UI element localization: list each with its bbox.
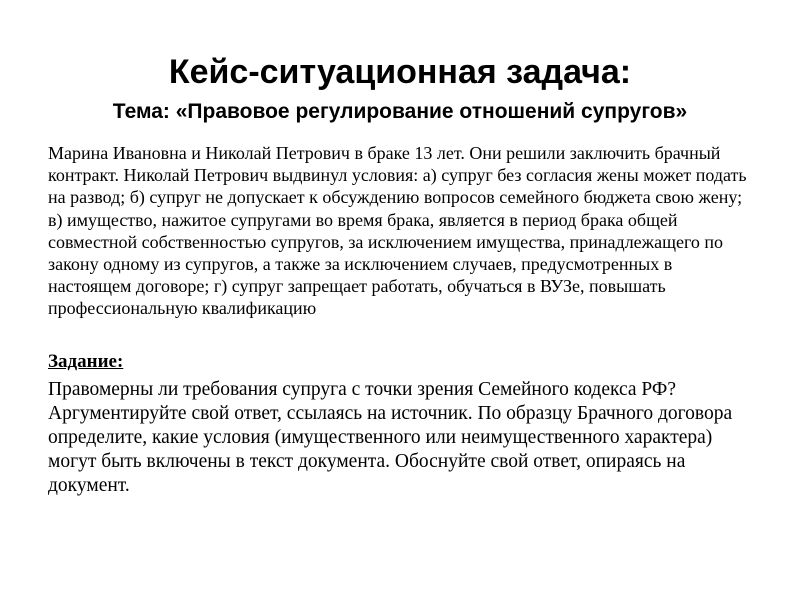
- task-heading: Задание:: [48, 351, 124, 372]
- case-description: Марина Ивановна и Николай Петрович в браке 13 лет. Они решили заключить брачный контракт. Николай Петрович выдвинул условия: а) супруг без согласия жены может подать на развод; б) супруг не допускает к обсуждению вопросов семейного бюджета свою жену; в) имущество, нажитое супругами во время брака, является в период брака общей совместной собственностью супругов, за исключением имущества, принадлежащего по закону одному из супругов, а также за исключением случаев, предусмотренных в настоящем договоре; г) супруг запрещает работать, обучаться в ВУЗе, повышать профессиональную квалификацию: [48, 143, 747, 319]
- task-text: Правомерны ли требования супруга с точки зрения Семейного кодекса РФ? Аргументируйте свой ответ, ссылаясь на источник. По образцу Брачного договора определите, какие условия (имущественного или неимущественного характера) могут быть включены в текст документа. Обоснуйте свой ответ, опираясь на документ.: [48, 379, 733, 496]
- slide-title: Кейс-ситуационная задача:: [168, 53, 632, 91]
- slide-subtitle: Тема: «Правовое регулирование отношений супругов»: [112, 100, 688, 123]
